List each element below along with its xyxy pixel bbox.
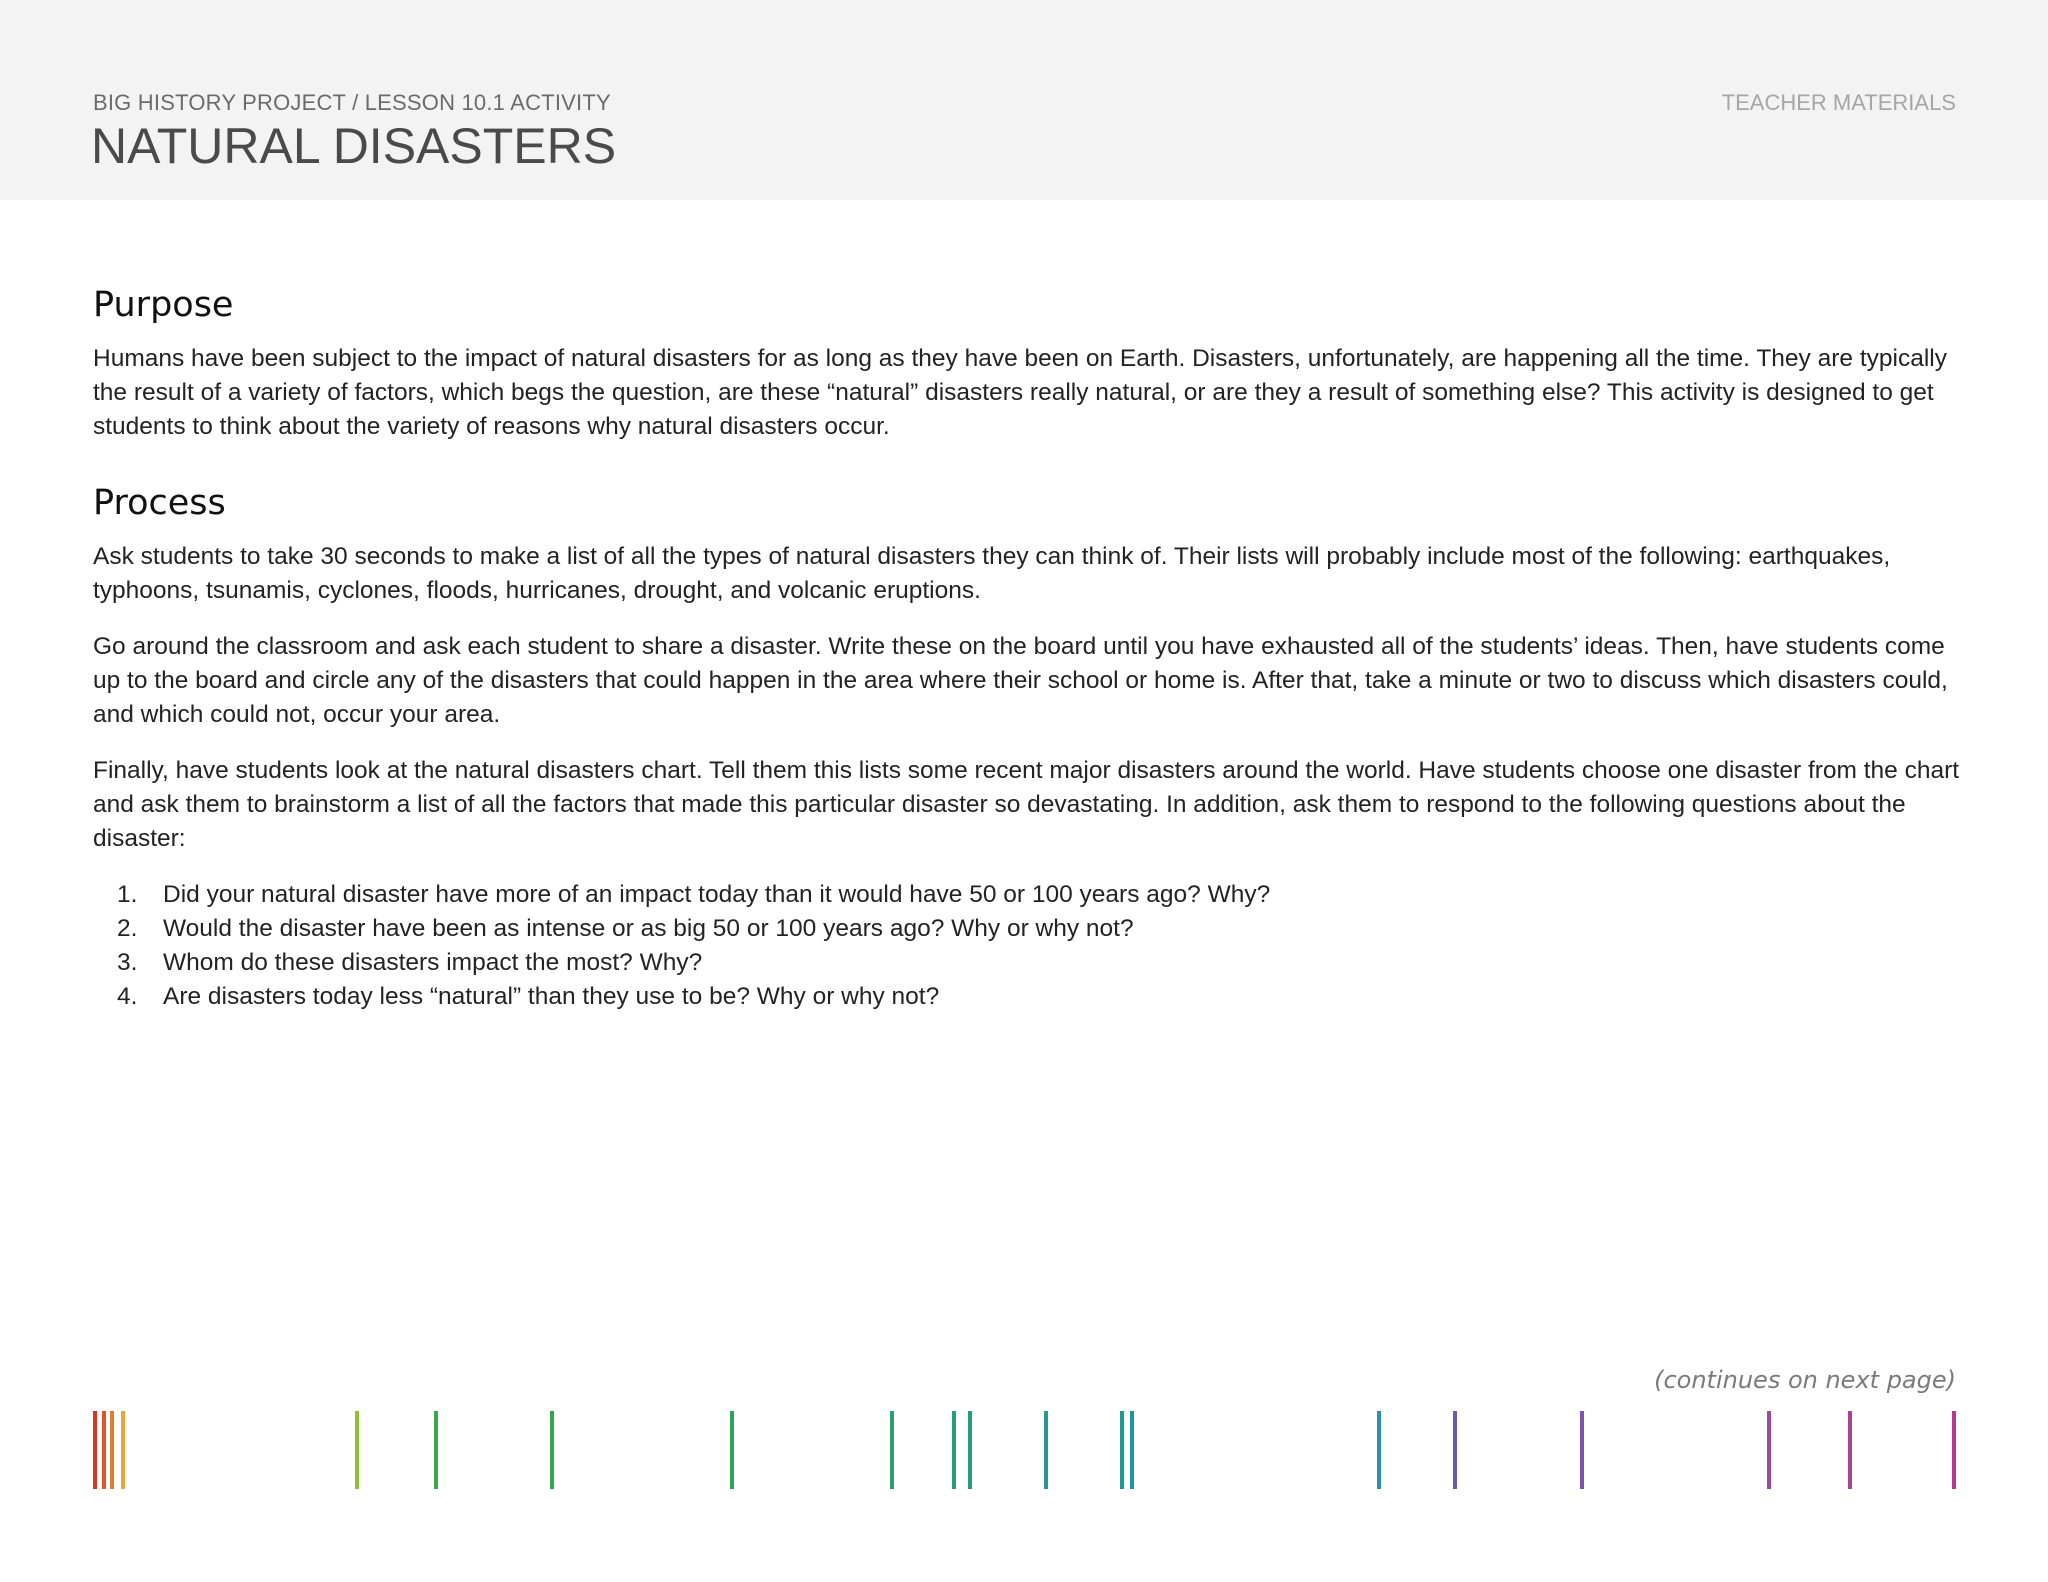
timeline-bar [434,1411,438,1489]
timeline-bar [968,1411,972,1489]
question-list [93,878,1963,1014]
main-content [93,282,1963,1050]
question-text: Are disasters today less “natural” than they use to be? Why or why not? [163,983,940,1010]
timeline-bar [1767,1411,1771,1489]
purpose-section [93,282,1963,444]
timeline-bar [1120,1411,1124,1489]
process-paragraph-1: Ask students to take 30 seconds to make a list of all the types of natural disasters they can think of. Their lists will probably include most of the following: earthquakes, typhoons, tsunamis, cyclones, floods, hurricanes, drought, and volcanic eruptions. [93,543,1891,604]
question-number: 1. [117,881,138,908]
process-paragraph-2: Go around the classroom and ask each student to share a disaster. Write these on the board until you have exhausted all of the students’ ideas. Then, have students come up to the board and circle any of the disasters that could happen in the area where their school or home is. After that, take a minute or two to discuss which disasters could, and which could not, occur your area. [93,633,1948,728]
question-item [93,980,1963,1014]
purpose-paragraph: Humans have been subject to the impact of natural disasters for as long as they have been on Earth. Disasters, unfortunately, are happening all the time. They are typically the result of a variety of factors, which begs the question, are these “natural” disasters really natural, or are they a result of something else? This activity is designed to get students to think about the variety of reasons why natural disasters occur. [93,345,1947,440]
timeline-bar [550,1411,554,1489]
timeline-bar [1377,1411,1381,1489]
timeline-bar [1130,1411,1134,1489]
timeline-bar [730,1411,734,1489]
question-number: 3. [117,949,138,976]
process-paragraph-3: Finally, have students look at the natural disasters chart. Tell them this lists some recent major disasters around the world. Have students choose one disaster from the chart and ask them to brainstorm a list of all the factors that made this particular disaster so devastating. In addition, ask them to respond to the following questions about the disaster: [93,757,1960,852]
timeline-bar [121,1411,125,1489]
purpose-heading: Purpose [93,285,234,325]
timeline-bar [1580,1411,1584,1489]
teacher-materials-label: TEACHER MATERIALS [1721,90,1956,115]
question-text: Did your natural disaster have more of an impact today than it would have 50 or 100 years ago? Why? [163,881,1271,908]
question-item [93,946,1963,980]
question-text: Whom do these disasters impact the most? Why? [163,949,703,976]
timeline-bar [93,1411,97,1489]
question-item [93,878,1963,912]
timeline-bar [1848,1411,1852,1489]
timeline-bar [355,1411,359,1489]
timeline-bar [1952,1411,1956,1489]
timeline-bar [952,1411,956,1489]
process-heading: Process [93,483,226,523]
question-number: 4. [117,983,138,1010]
process-section [93,480,1963,1014]
timeline-bar [890,1411,894,1489]
question-item [93,912,1963,946]
question-number: 2. [117,915,138,942]
timeline-bar [110,1411,114,1489]
timeline-bar [1453,1411,1457,1489]
question-text: Would the disaster have been as intense or as big 50 or 100 years ago? Why or why not? [163,915,1134,942]
timeline-decoration [0,1411,2048,1489]
timeline-bar [1044,1411,1048,1489]
timeline-bar [102,1411,106,1489]
breadcrumb: BIG HISTORY PROJECT / LESSON 10.1 ACTIVITY [93,90,611,115]
continues-note: (continues on next page) [1654,1366,1956,1394]
page-title: NATURAL DISASTERS [91,118,617,174]
